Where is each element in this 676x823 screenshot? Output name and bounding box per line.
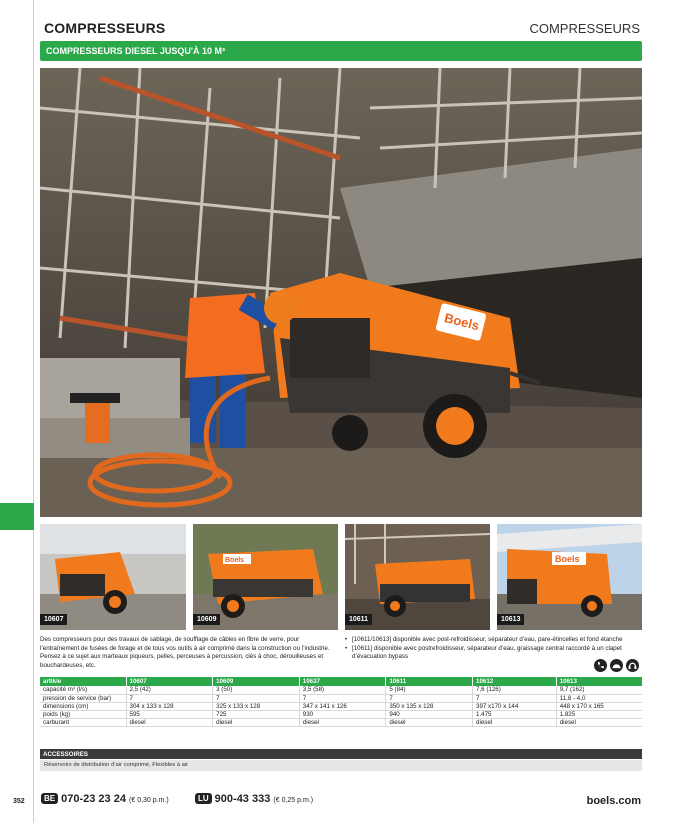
row-label: poids (kg) xyxy=(40,711,126,719)
article-code-tag: 10613 xyxy=(497,614,524,625)
table-header-cell: 10637 xyxy=(299,677,386,686)
note-item: • [10611] disponible avec postrefroidisseur, séparateur d’eau, graissage central raccordé à un clapet d’évacuation bypass xyxy=(345,645,642,662)
table-header-cell: 10612 xyxy=(473,677,557,686)
ear-protection-icon xyxy=(626,659,639,672)
table-header-cell: 10607 xyxy=(126,677,213,686)
call-rate: (€ 0,30 p.m.) xyxy=(129,797,169,804)
hero-brand-label: Boels xyxy=(442,310,481,334)
specifications-table xyxy=(40,677,642,727)
note-item: • [10611/10613] disponible avec post-refroidisseur, séparateur d’eau, pare-étincelles et fond étanche xyxy=(345,636,642,645)
table-row xyxy=(40,711,642,719)
country-code-badge: LU xyxy=(195,793,212,804)
page-margin-rule xyxy=(33,0,34,823)
hero-photo xyxy=(40,68,642,517)
table-header-cell: 10611 xyxy=(386,677,473,686)
website-link[interactable]: boels.com xyxy=(586,795,641,807)
table-cell: 325 x 133 x 128 xyxy=(213,702,300,710)
table-row xyxy=(40,694,642,702)
helmet-icon xyxy=(610,659,623,672)
table-cell: 350 x 135 x 128 xyxy=(386,702,473,710)
table-cell: 7 xyxy=(126,694,213,702)
table-header-cell: 10609 xyxy=(213,677,300,686)
article-code-tag: 10611 xyxy=(345,614,372,625)
table-cell: 347 x 141 x 126 xyxy=(299,702,386,710)
table-cell: 11,8 - 4,0 xyxy=(556,694,642,702)
table-header-row xyxy=(40,677,642,686)
table-cell: 595 xyxy=(126,711,213,719)
table-cell: 930 xyxy=(299,711,386,719)
accessories-heading: ACCESSOIRES xyxy=(40,749,642,759)
table-cell: 5 (84) xyxy=(386,686,473,694)
table-cell: 940 xyxy=(386,711,473,719)
product-photo-10611 xyxy=(345,524,490,630)
thumbnail-brand-label: Boels xyxy=(225,557,245,564)
table-cell: 3 (50) xyxy=(213,686,300,694)
product-notes xyxy=(345,636,642,662)
row-label: carburant xyxy=(40,719,126,727)
page-title: COMPRESSEURS xyxy=(44,20,166,36)
accessories-list: Réservoirs de distribution d’air comprimé, Flexibles à air xyxy=(40,760,642,771)
table-cell: 448 x 170 x 165 xyxy=(556,702,642,710)
section-title: COMPRESSEURS xyxy=(529,21,640,36)
category-banner: COMPRESSEURS DIESEL JUSQU'À 10 M³ xyxy=(40,41,642,61)
table-row xyxy=(40,702,642,710)
table-cell: diesel xyxy=(213,719,300,727)
table-cell: 7 xyxy=(299,694,386,702)
article-code-tag: 10607 xyxy=(40,614,67,625)
hero-illustration xyxy=(40,68,642,517)
table-cell: diesel xyxy=(299,719,386,727)
phone-belgium xyxy=(41,793,169,805)
article-code-tag: 10609 xyxy=(193,614,220,625)
chapter-tab xyxy=(0,503,34,530)
thumbnail-brand-label: Boels xyxy=(555,554,580,564)
table-cell: 3,5 (58) xyxy=(299,686,386,694)
table-row xyxy=(40,719,642,727)
phone-number[interactable]: 070-23 23 24 xyxy=(61,793,126,805)
row-label: capacité m³ (l/s) xyxy=(40,686,126,694)
table-cell: 725 xyxy=(213,711,300,719)
table-cell: 7 xyxy=(386,694,473,702)
call-rate: (€ 0,25 p.m.) xyxy=(273,797,314,804)
row-label: dimensions (cm) xyxy=(40,702,126,710)
table-cell: 2,5 (42) xyxy=(126,686,213,694)
table-cell: diesel xyxy=(386,719,473,727)
table-cell: diesel xyxy=(473,719,557,727)
phone-icon xyxy=(594,659,607,672)
page-number: 352 xyxy=(13,798,25,805)
table-cell: 7 xyxy=(213,694,300,702)
country-code-badge: BE xyxy=(41,793,58,804)
table-cell: 7,6 (126) xyxy=(473,686,557,694)
table-row xyxy=(40,686,642,694)
table-cell: 1.475 xyxy=(473,711,557,719)
table-cell: 9,7 (162) xyxy=(556,686,642,694)
product-description: Des compresseurs pour des travaux de sablage, de soufflage de câbles en fibre de verre, pour l’entraînement de fusées de forage et de tous vos outils à air comprimé dans la construction ou l’industrie. Pensez à ce sujet aux marteaux piqueurs, pelles, perceuses à percussion, clés à choc, dérouilleuses et bouchardeuses, etc. xyxy=(40,636,330,669)
phone-number[interactable]: 900-43 333 xyxy=(214,793,271,805)
table-cell: diesel xyxy=(126,719,213,727)
table-header-cell: 10613 xyxy=(556,677,642,686)
table-cell: 304 x 133 x 128 xyxy=(126,702,213,710)
table-cell: diesel xyxy=(556,719,642,727)
table-header-cell: artikle xyxy=(43,678,62,685)
product-photo-10613 xyxy=(497,524,642,630)
row-label: pression de service (bar) xyxy=(40,694,126,702)
table-cell: 1.825 xyxy=(556,711,642,719)
product-photo-10607 xyxy=(40,524,186,630)
product-photo-10609 xyxy=(193,524,338,630)
table-cell: 397 x170 x 144 xyxy=(473,702,557,710)
table-cell: 7 xyxy=(473,694,557,702)
phone-luxembourg xyxy=(195,793,313,805)
